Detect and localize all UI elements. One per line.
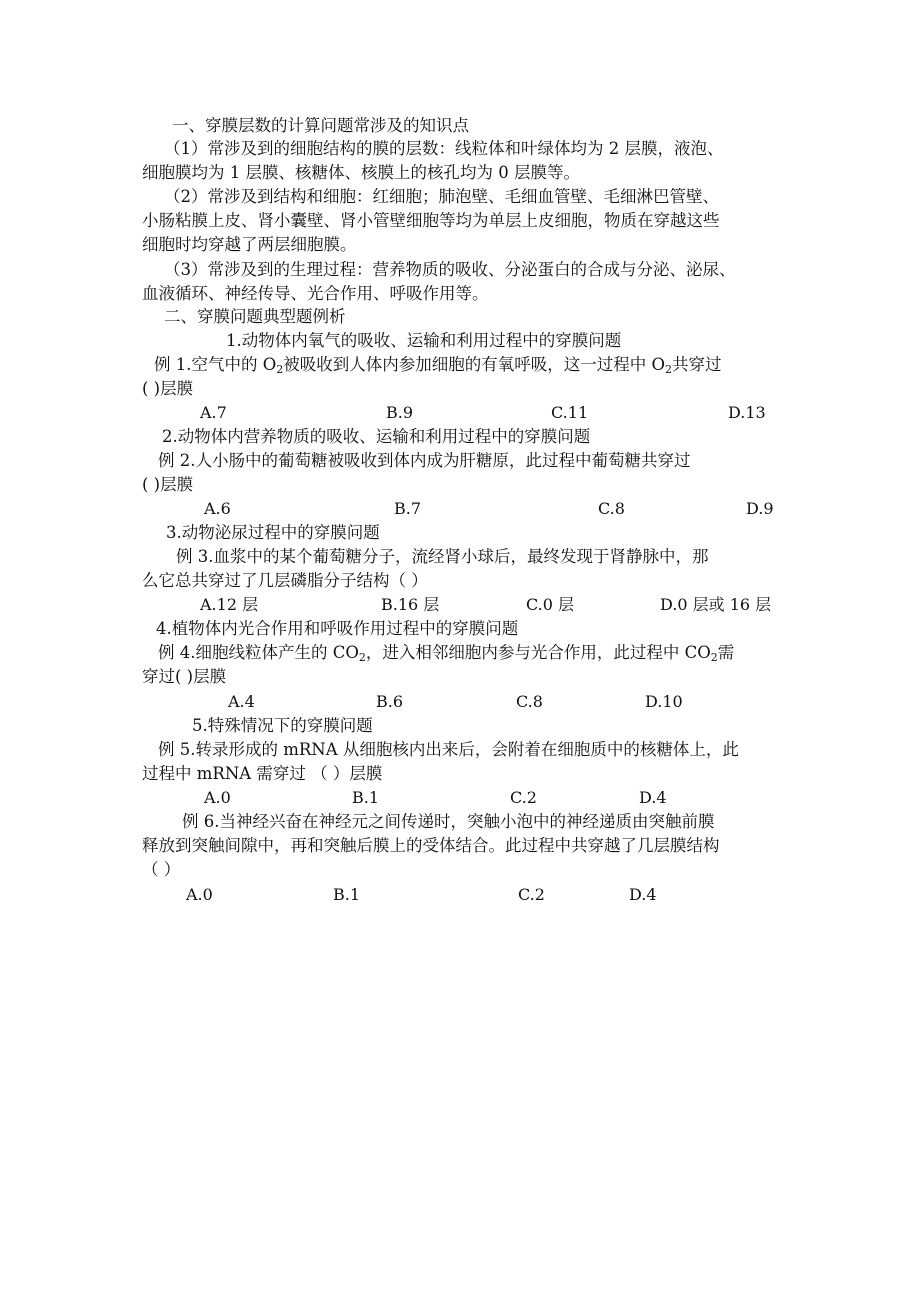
question-6-option-a: A.0 [186, 885, 213, 904]
question-2-option-b: B.7 [394, 499, 422, 518]
paragraph-2-line-2: 小肠粘膜上皮、肾小囊壁、肾小管壁细胞等均为单层上皮细胞，物质在穿越这些 [142, 211, 720, 230]
question-6-line-2: 释放到突触间隙中，再和突触后膜上的受体结合。此过程中共穿越了几层膜结构 [142, 836, 720, 855]
section-1-title: 1.动物体内氧气的吸收、运输和利用过程中的穿膜问题 [226, 331, 622, 350]
question-2-option-d: D.9 [746, 499, 774, 518]
question-2-option-a: A.6 [204, 499, 231, 518]
section-2-title: 2.动物体内营养物质的吸收、运输和利用过程中的穿膜问题 [162, 427, 591, 446]
question-4-line-2: 穿过( )层膜 [142, 667, 227, 686]
question-6-option-b: B.1 [333, 885, 361, 904]
question-2-line-1: 例 2.人小肠中的葡萄糖被吸收到体内成为肝糖原，此过程中葡萄糖共穿过 [158, 451, 691, 470]
section-5-title: 5.特殊情况下的穿膜问题 [192, 716, 373, 735]
question-5-option-d: D.4 [639, 788, 667, 807]
question-5-option-a: A.0 [204, 788, 231, 807]
question-6-option-c: C.2 [518, 885, 545, 904]
question-3-option-c: C.0 层 [526, 595, 575, 614]
question-4-option-d: D.10 [645, 692, 683, 711]
heading-1: 一、穿膜层数的计算问题常涉及的知识点 [172, 116, 469, 135]
question-6-line-3: （ ） [142, 860, 181, 879]
paragraph-3-line-1: （3）常涉及到的生理过程：营养物质的吸收、分泌蛋白的合成与分泌、泌尿、 [164, 260, 736, 279]
paragraph-1-line-2: 细胞膜均为 1 层膜、核糖体、核膜上的核孔均为 0 层膜等。 [142, 163, 580, 182]
question-5-option-c: C.2 [510, 788, 537, 807]
question-3-option-b: B.16 层 [381, 595, 440, 614]
heading-2: 二、穿膜问题典型题例析 [164, 307, 346, 326]
question-1-option-c: C.11 [551, 403, 589, 422]
question-4-option-a: A.4 [228, 692, 255, 711]
question-3-option-d: D.0 层或 16 层 [660, 595, 772, 614]
section-4-title: 4.植物体内光合作用和呼吸作用过程中的穿膜问题 [156, 619, 519, 638]
question-4-option-b: B.6 [376, 692, 404, 711]
question-1-line-1: 例 1.空气中的 $O_2$被吸收到人体内参加细胞的有氧呼吸，这一过程中 $O_2$共穿过 [154, 355, 722, 376]
question-5-option-b: B.1 [352, 788, 380, 807]
question-4-line-1: 例 4.细胞线粒体产生的 $CO_2$，进入相邻细胞内参与光合作用，此过程中 $CO_2$需 [158, 643, 735, 664]
question-1-option-d: D.13 [728, 403, 766, 422]
paragraph-3-line-2: 血液循环、神经传导、光合作用、呼吸作用等。 [142, 284, 489, 303]
question-5-line-1: 例 5.转录形成的 mRNA 从细胞核内出来后，会附着在细胞质中的核糖体上，此 [158, 740, 739, 759]
question-3-line-2: 么它总共穿过了几层磷脂分子结构（ ） [142, 571, 428, 590]
question-6-option-d: D.4 [629, 885, 657, 904]
question-3-option-a: A.12 层 [200, 595, 259, 614]
question-2-option-c: C.8 [598, 499, 625, 518]
paragraph-2-line-1: （2）常涉及到结构和细胞：红细胞；肺泡壁、毛细血管壁、毛细淋巴管壁、 [164, 187, 719, 206]
paragraph-2-line-3: 细胞时均穿越了两层细胞膜。 [142, 235, 357, 254]
section-3-title: 3.动物泌尿过程中的穿膜问题 [166, 523, 380, 542]
question-1-option-b: B.9 [386, 403, 414, 422]
question-6-line-1: 例 6.当神经兴奋在神经元之间传递时，突触小泡中的神经递质由突触前膜 [182, 812, 715, 831]
question-4-option-c: C.8 [516, 692, 543, 711]
question-1-option-a: A.7 [200, 403, 227, 422]
question-5-line-2: 过程中 mRNA 需穿过 （ ）层膜 [142, 764, 383, 783]
question-2-line-2: ( )层膜 [142, 475, 194, 494]
question-3-line-1: 例 3.血浆中的某个葡萄糖分子，流经肾小球后，最终发现于肾静脉中，那 [176, 547, 709, 566]
question-1-line-2: ( )层膜 [142, 379, 194, 398]
paragraph-1-line-1: （1）常涉及到的细胞结构的膜的层数：线粒体和叶绿体均为 2 层膜，液泡、 [164, 139, 724, 158]
